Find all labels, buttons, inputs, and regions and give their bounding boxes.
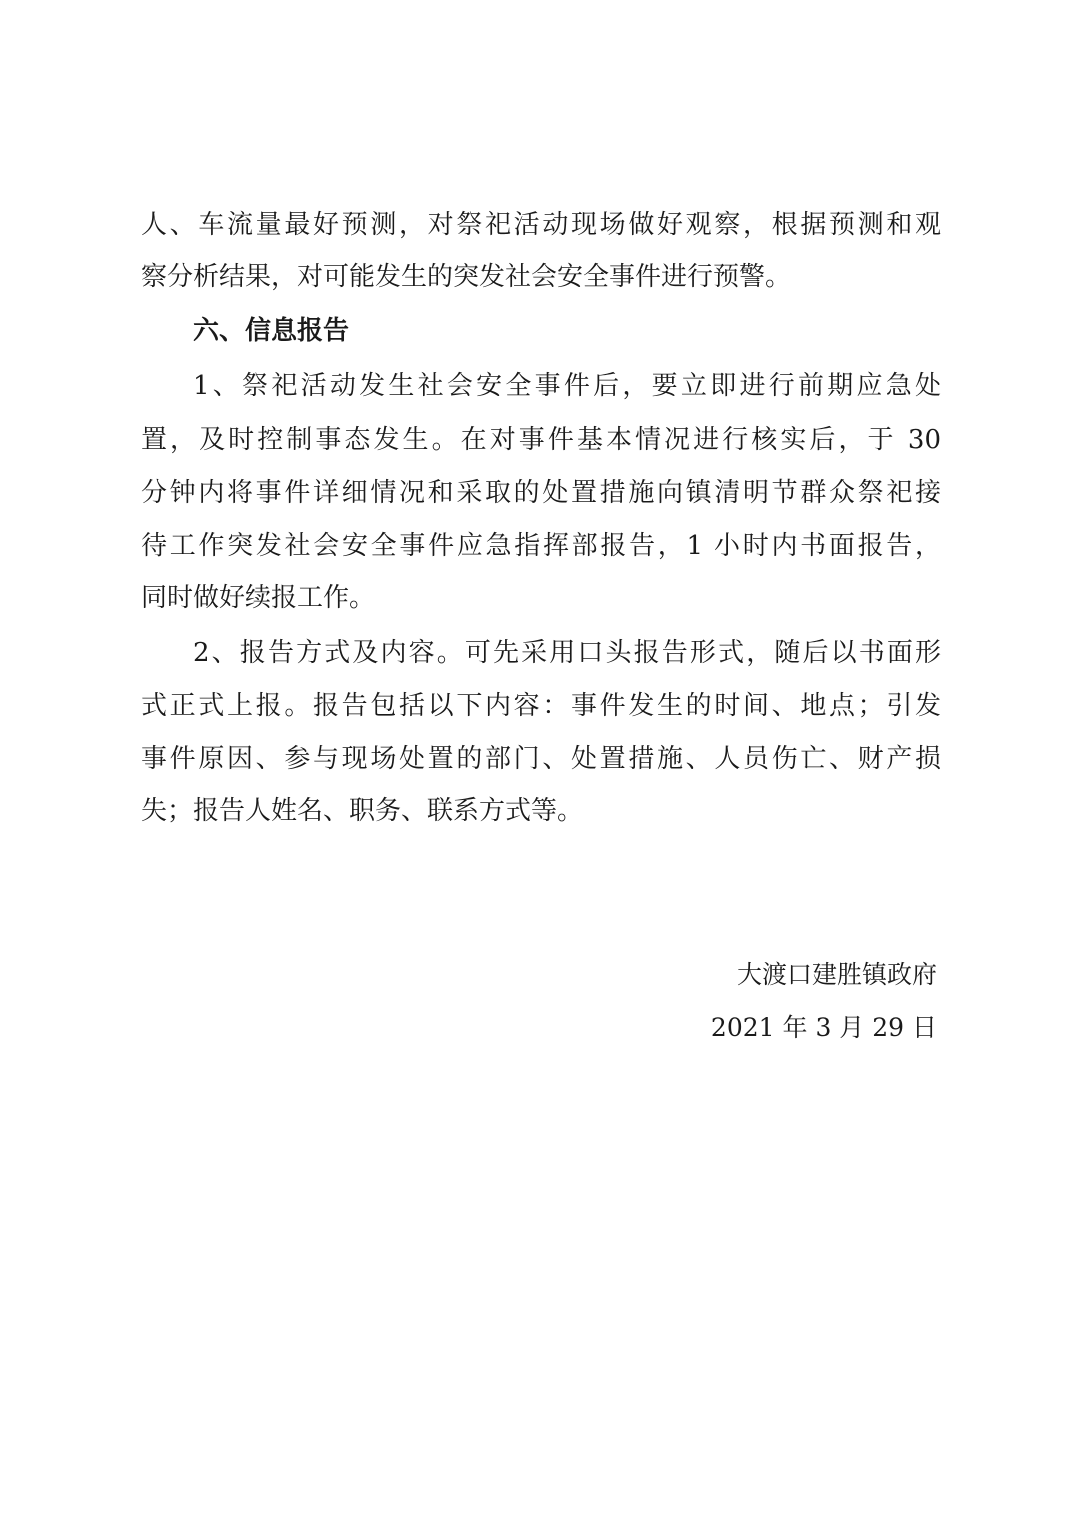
paragraph-2-line-1: 2、报告方式及内容。可先采用口头报告形式，随后以书面形 bbox=[193, 638, 941, 668]
paragraph-2-line-3: 事件原因、参与现场处置的部门、处置措施、人员伤亡、财产损 bbox=[141, 744, 941, 774]
paragraph-1-line-2: 置，及时控制事态发生。在对事件基本情况进行核实后，于 30 bbox=[141, 425, 941, 455]
paragraph-1-line-4: 待工作突发社会安全事件应急指挥部报告，1 小时内书面报告， bbox=[141, 531, 941, 561]
paragraph-1-line-3: 分钟内将事件详细情况和采取的处置措施向镇清明节群众祭祀接 bbox=[141, 478, 941, 508]
paragraph-1-line-1: 1、祭祀活动发生社会安全事件后，要立即进行前期应急处 bbox=[193, 371, 941, 401]
signature-issuer: 大渡口建胜镇政府 bbox=[736, 960, 937, 989]
continuation-line-1: 人、车流量最好预测，对祭祀活动现场做好观察，根据预测和观 bbox=[141, 210, 941, 240]
paragraph-2-line-4: 失；报告人姓名、职务、联系方式等。 bbox=[141, 796, 584, 826]
paragraph-2-line-2: 式正式上报。报告包括以下内容：事件发生的时间、地点；引发 bbox=[141, 691, 941, 721]
paragraph-1-line-5: 同时做好续报工作。 bbox=[141, 583, 376, 613]
signature-date: 2021 年 3 月 29 日 bbox=[710, 1013, 937, 1042]
continuation-line-2: 察分析结果，对可能发生的突发社会安全事件进行预警。 bbox=[141, 262, 792, 292]
section-heading: 六、信息报告 bbox=[193, 316, 350, 346]
